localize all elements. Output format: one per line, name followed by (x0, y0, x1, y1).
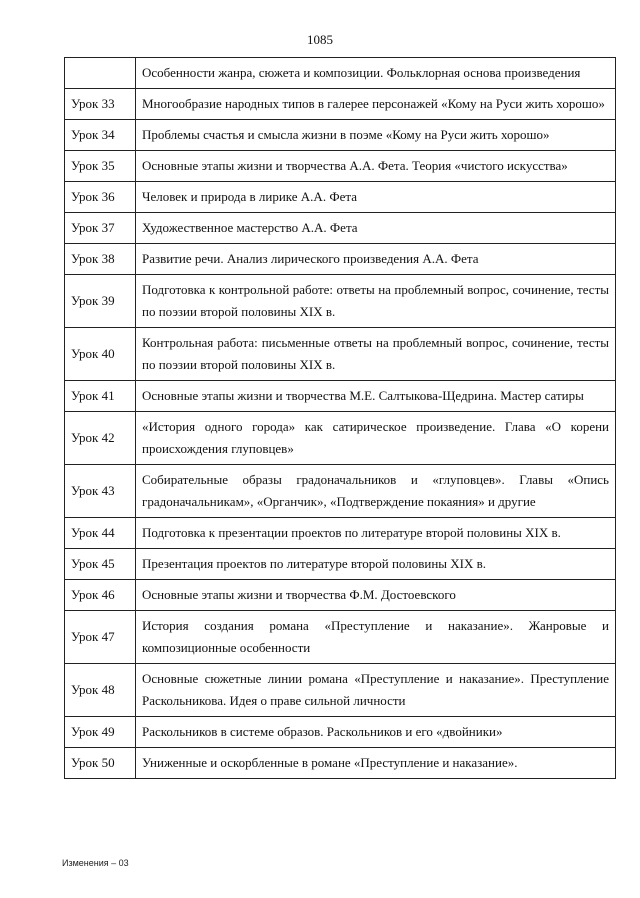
lesson-topic-cell: Многообразие народных типов в галерее персонажей «Кому на Руси жить хорошо» (136, 89, 616, 120)
table-row (65, 275, 616, 328)
lesson-plan-table (64, 57, 616, 779)
lesson-topic-cell: Проблемы счастья и смысла жизни в поэме «Кому на Руси жить хорошо» (136, 120, 616, 151)
lesson-number-cell: Урок 46 (65, 580, 136, 611)
lesson-topic-cell: Развитие речи. Анализ лирического произведения А.А. Фета (136, 244, 616, 275)
table-row (65, 465, 616, 518)
table-row (65, 89, 616, 120)
lesson-topic-cell: «История одного города» как сатирическое произведение. Глава «О корени происхождения глуповцев» (136, 412, 616, 465)
lesson-number-cell: Урок 47 (65, 611, 136, 664)
lesson-topic-cell: Человек и природа в лирике А.А. Фета (136, 182, 616, 213)
table-row (65, 518, 616, 549)
lesson-number-cell: Урок 38 (65, 244, 136, 275)
lesson-topic-cell: Униженные и оскорбленные в романе «Преступление и наказание». (136, 748, 616, 779)
table-row (65, 717, 616, 748)
lesson-number-cell: Урок 36 (65, 182, 136, 213)
table-row (65, 580, 616, 611)
table-row (65, 213, 616, 244)
lesson-topic-cell: Основные этапы жизни и творчества А.А. Фета. Теория «чистого искусства» (136, 151, 616, 182)
lesson-plan-body (65, 58, 616, 779)
lesson-number-cell: Урок 45 (65, 549, 136, 580)
table-row (65, 611, 616, 664)
lesson-number-cell: Урок 43 (65, 465, 136, 518)
table-row (65, 381, 616, 412)
lesson-topic-cell: История создания романа «Преступление и наказание». Жанровые и композиционные особенности (136, 611, 616, 664)
lesson-topic-cell: Собирательные образы градоначальников и «глуповцев». Главы «Опись градоначальникам», «Органчик», «Подтверждение покаяния» и другие (136, 465, 616, 518)
lesson-number-cell: Урок 49 (65, 717, 136, 748)
lesson-topic-cell: Основные этапы жизни и творчества М.Е. Салтыкова-Щедрина. Мастер сатиры (136, 381, 616, 412)
lesson-number-cell: Урок 39 (65, 275, 136, 328)
lesson-topic-cell: Основные этапы жизни и творчества Ф.М. Достоевского (136, 580, 616, 611)
page-number: 1085 (307, 32, 333, 47)
lesson-topic-cell: Раскольников в системе образов. Раскольников и его «двойники» (136, 717, 616, 748)
lesson-number-cell: Урок 40 (65, 328, 136, 381)
lesson-number-cell: Урок 37 (65, 213, 136, 244)
lesson-number-cell: Урок 34 (65, 120, 136, 151)
table-row (65, 549, 616, 580)
lesson-number-cell: Урок 33 (65, 89, 136, 120)
table-row (65, 182, 616, 213)
table-row (65, 664, 616, 717)
lesson-number-cell (65, 58, 136, 89)
lesson-topic-cell: Презентация проектов по литературе второй половины XIX в. (136, 549, 616, 580)
lesson-topic-cell: Подготовка к контрольной работе: ответы на проблемный вопрос, сочинение, тесты по поэзии второй половины XIX в. (136, 275, 616, 328)
table-row (65, 748, 616, 779)
lesson-topic-cell: Подготовка к презентации проектов по литературе второй половины XIX в. (136, 518, 616, 549)
lesson-number-cell: Урок 42 (65, 412, 136, 465)
lesson-topic-cell: Контрольная работа: письменные ответы на проблемный вопрос, сочинение, тесты по поэзии второй половины XIX в. (136, 328, 616, 381)
lesson-topic-cell: Художественное мастерство А.А. Фета (136, 213, 616, 244)
table-row (65, 328, 616, 381)
lesson-number-cell: Урок 44 (65, 518, 136, 549)
table-row (65, 58, 616, 89)
table-row (65, 151, 616, 182)
lesson-number-cell: Урок 35 (65, 151, 136, 182)
table-row (65, 244, 616, 275)
lesson-number-cell: Урок 48 (65, 664, 136, 717)
table-row (65, 120, 616, 151)
table-row (65, 412, 616, 465)
revision-footer: Изменения – 03 (62, 858, 129, 868)
lesson-number-cell: Урок 50 (65, 748, 136, 779)
lesson-number-cell: Урок 41 (65, 381, 136, 412)
lesson-topic-cell: Основные сюжетные линии романа «Преступление и наказание». Преступление Раскольникова. Идея о праве сильной личности (136, 664, 616, 717)
lesson-topic-cell: Особенности жанра, сюжета и композиции. Фольклорная основа произведения (136, 58, 616, 89)
